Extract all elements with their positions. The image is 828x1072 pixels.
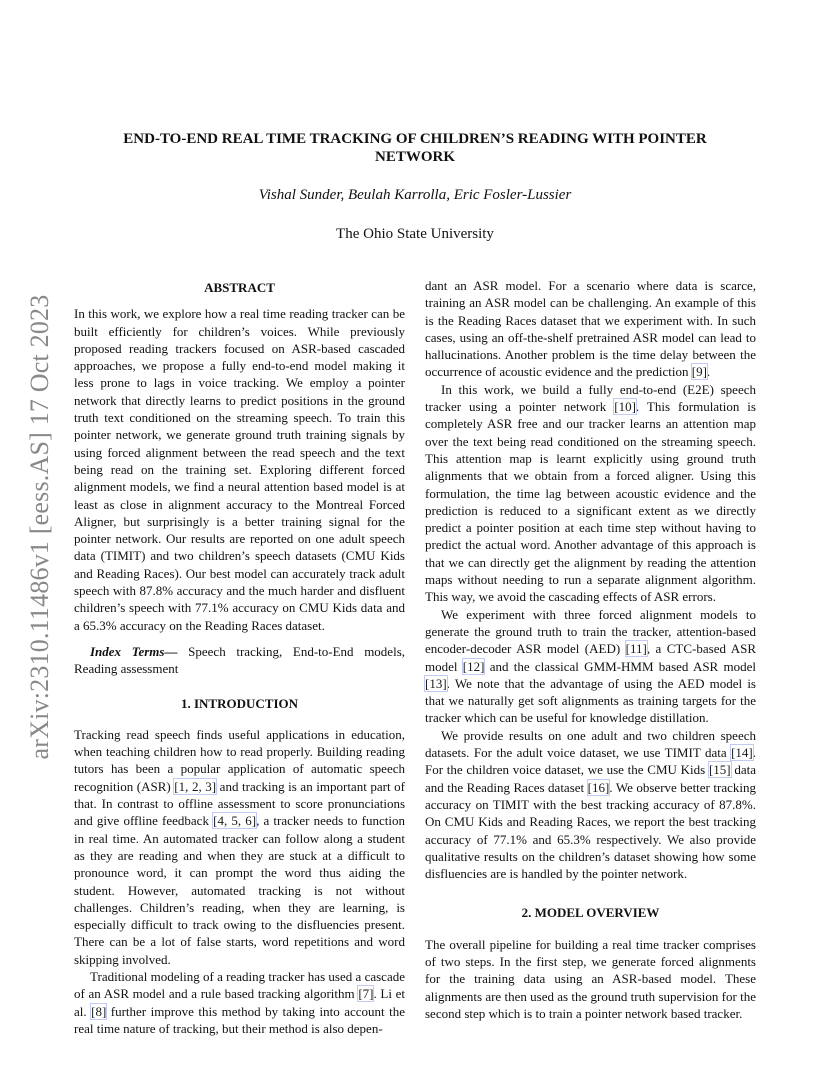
model-overview-heading: 2. MODEL OVERVIEW (521, 905, 660, 921)
right-column (425, 277, 756, 1022)
citation-link[interactable]: [11] (625, 641, 647, 657)
arxiv-sidebar (27, 281, 53, 773)
paper-title (90, 130, 740, 166)
title-line-1: END-TO-END REAL TIME TRACKING OF CHILDREN’S READING WITH POINTER (123, 131, 707, 147)
citation-link[interactable]: [10] (614, 399, 636, 415)
title-line-2: NETWORK (374, 149, 455, 165)
citation-link[interactable]: [8] (91, 1003, 107, 1019)
intro-paragraph-4: We experiment with three forced alignment models to generate the ground truth to train the tracker, attention-based encoder-decoder ASR model (AED) [11], a CTC-based ASR model [12] and the classical GMM-HMM based ASR model [13]. We note that the advantage of using the AED model is that we naturally get soft alignments as training targets for the tracker which can be useful for knowledge distillation. (425, 606, 756, 726)
intro-paragraph-2: Traditional modeling of a reading tracker has used a cascade of an ASR model and a rule based tracking algorithm [7]. Li et al. [8] further improve this method by taking into account the real time nature of tracking, but their method is also depen- (74, 968, 405, 1036)
index-terms (74, 643, 405, 678)
citation-link[interactable]: [4, 5, 6] (213, 813, 257, 829)
abstract-text: In this work, we explore how a real time reading tracker can be built efficiently for children’s voices. While previously proposed reading trackers focused on ASR-based cascaded approaches, we propose a fully end-to-end model making it less prone to lags in voice tracking. We employ a pointer network that directly learns to predict positions in the ground truth text conditioned on the streaming speech. To train this pointer network, we generate ground truth training signals by using forced alignment between the read speech and the text being read on the training set. Exploring different forced alignment models, we find a neural attention based model is at least as close in alignment accuracy to the Montreal Forced Aligner, but surprisingly is a better training signal for the pointer network. Our results are reported on one adult speech data (TIMIT) and two children’s speech datasets (CMU Kids and Reading Races). Our best model can accurately track adult speech with 87.8% accuracy and the much harder and disfluent children’s speech with 77.1% accuracy on CMU Kids data and a 65.3% accuracy on the Reading Races dataset. (74, 306, 405, 633)
intro-paragraph-2-continued: dant an ASR model. For a scenario where data is scarce, training an ASR model can be challenging. An example of this is the Reading Races dataset that we experiment with. In such cases, using an off-the-shelf pretrained ASR model can lead to hallucinations. Another problem is the time delay between the occurrence of acoustic evidence and the prediction [9]. (425, 278, 756, 380)
citation-link[interactable]: [7] (358, 986, 374, 1002)
model-paragraph-1: The overall pipeline for building a real time tracker comprises of two steps. In the first step, we generate forced alignments for the training data using an ASR-based model. These alignments are then used as the ground truth supervision for the second step which is to train a pointer network based tracker. (425, 936, 756, 1021)
citation-link[interactable]: [16] (587, 779, 610, 795)
index-terms-label: Index Terms— (90, 643, 178, 659)
citation-link[interactable]: [12] (462, 658, 485, 674)
author-list: Vishal Sunder, Beulah Karrolla, Eric Fosler-Lussier (258, 187, 572, 203)
affiliation: The Ohio State University (336, 226, 494, 242)
intro-paragraph-3: In this work, we build a fully end-to-end (E2E) speech tracker using a pointer network [10]. This formulation is completely ASR free and our tracker learns an attention map over the text being read conditioned on the streaming speech. This attention map is learnt explicitly using ground truth alignments that we obtain from a forced aligner. Using this formulation, the time lag between acoustic evidence and the prediction is reduced to a significant extent as we directly predict a pointer position at each time step without having to predict the actual word. Another advantage of this approach is that we can directly get the alignment by reading the attention maps without needing to run a separate alignment algorithm. This way, we avoid the cascading effects of ASR errors. (425, 381, 756, 605)
index-terms-text: Speech tracking, End-to-End models, Reading assessment (74, 643, 405, 677)
abstract-heading: ABSTRACT (204, 280, 275, 295)
citation-link[interactable]: [14] (731, 745, 753, 761)
citation-link[interactable]: [1, 2, 3] (174, 778, 217, 794)
left-column (74, 279, 405, 1037)
intro-paragraph-1: Tracking read speech finds useful applications in education, when teaching children how to read properly. Building reading tutors has been a popular application of automatic speech recognition (ASR) [1, 2, 3] and tracking is an important part of that. In contrast to offline assessment to score pronunciations and give offline feedback [4, 5, 6], a tracker needs to function in real time. An automated tracker can follow along a student as they are reading and when they are stuck at a difficult to pronounce word, it can prompt the word thus aiding the student. However, automated tracking is not without challenges. Children’s reading, when they are learning, is especially difficult to track owing to the disfluencies present. There can be a lot of false starts, word repetitions and word skipping involved. (74, 726, 405, 967)
citation-link[interactable]: [9] (691, 364, 707, 380)
citation-link[interactable]: [13] (425, 675, 447, 691)
introduction-heading: 1. INTRODUCTION (180, 695, 298, 711)
arxiv-identifier: arXiv:2310.11486v1 [eess.AS] 17 Oct 2023 (25, 294, 54, 760)
intro-paragraph-5: We provide results on one adult and two children speech datasets. For the adult voice dataset, we use TIMIT data [14]. For the children voice dataset, we use the CMU Kids [15] data and the Reading Races dataset [16]. We observe better tracking accuracy on TIMIT with the best tracking accuracy of 87.8%. On CMU Kids and Reading Races, we report the best tracking accuracy of 77.1% and 65.3% respectively. We also provide qualitative results on the children’s dataset showing how some disfluencies are is handled by the pointer network. (425, 727, 756, 882)
citation-link[interactable]: [15] (708, 762, 731, 778)
